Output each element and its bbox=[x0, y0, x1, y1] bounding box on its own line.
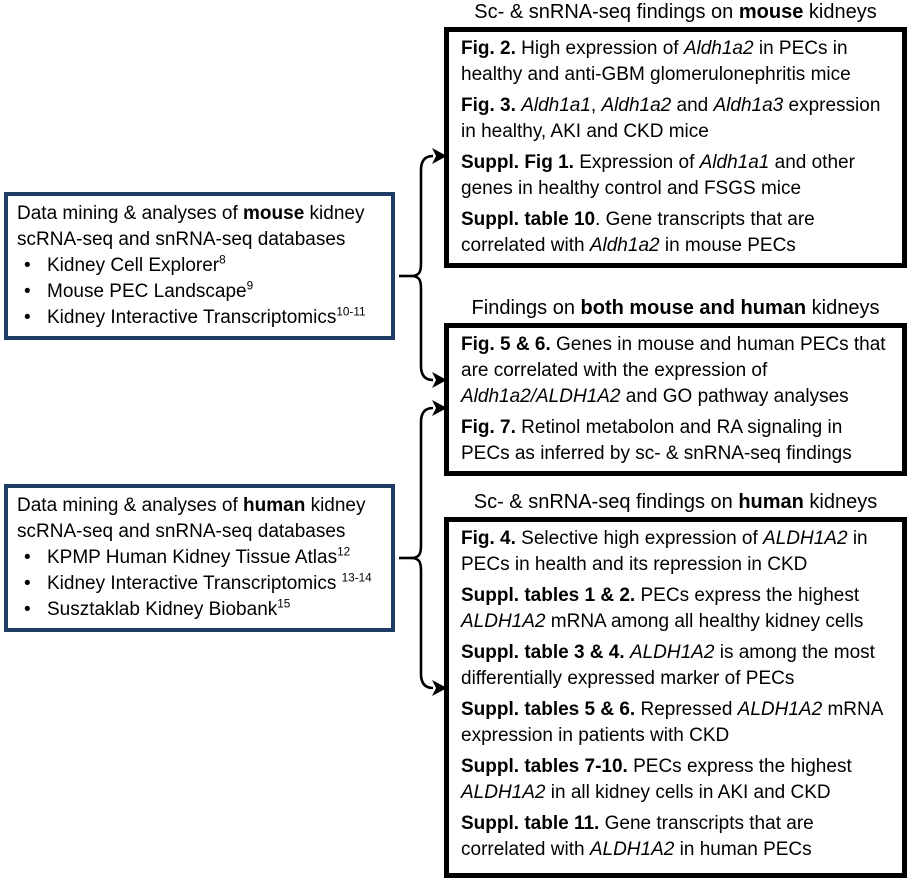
section-header: Findings on both mouse and human kidneys bbox=[471, 297, 880, 319]
arrow-mouse-to-both-findings bbox=[411, 276, 433, 380]
bullet-icon: • bbox=[24, 281, 31, 302]
database-name: Kidney Interactive Transcriptomics$^{10-11}$ bbox=[47, 305, 366, 328]
bullet-icon: • bbox=[24, 599, 31, 620]
database-name: Kidney Interactive Transcriptomics $^{13-14}$ bbox=[47, 571, 372, 594]
finding-entry: Suppl. table 11. Gene transcripts that are correlated with ALDH1A2 in human PECs bbox=[461, 813, 814, 860]
box-mouse-findings bbox=[444, 27, 907, 268]
list-item bbox=[17, 571, 383, 597]
list-item bbox=[17, 279, 383, 305]
arrow-mouse-to-mouse-findings bbox=[411, 156, 433, 276]
database-name: KPMP Human Kidney Tissue Atlas$^{12}$ bbox=[47, 545, 351, 568]
bullet-icon: • bbox=[24, 573, 31, 594]
bullet-icon: • bbox=[24, 547, 31, 568]
section-header: Sc- & snRNA-seq findings on human kidneys bbox=[473, 491, 878, 513]
box-mouse-databases-title: Data mining & analyses of mouse kidney scRNA-seq and snRNA-seq databases bbox=[17, 203, 365, 250]
database-name: Kidney Cell Explorer$^8$ bbox=[47, 253, 226, 276]
section-header: Sc- & snRNA-seq findings on mouse kidneys bbox=[474, 1, 877, 23]
list-item bbox=[17, 545, 383, 571]
box-mouse-databases bbox=[4, 192, 395, 340]
database-name: Mouse PEC Landscape$^9$ bbox=[47, 279, 254, 302]
arrow-human-to-both-findings bbox=[411, 408, 433, 558]
box-human-databases-title: Data mining & analyses of human kidney scRNA-seq and snRNA-seq databases bbox=[17, 495, 366, 542]
arrow-human-to-human-findings bbox=[411, 558, 433, 688]
section-mouse-findings bbox=[444, 0, 907, 268]
finding-entry: Suppl. table 3 & 4. ALDH1A2 is among the most differentially expressed marker of PECs bbox=[461, 642, 875, 689]
list-item bbox=[17, 597, 383, 623]
bullet-icon: • bbox=[24, 255, 31, 276]
section-both-findings bbox=[444, 296, 907, 476]
database-name: Susztaklab Kidney Biobank$^{15}$ bbox=[47, 597, 291, 620]
list-item bbox=[17, 305, 383, 331]
box-human-findings bbox=[444, 517, 907, 878]
finding-entry: Suppl. Fig 1. Expression of Aldh1a1 and other genes in healthy control and FSGS mice bbox=[461, 152, 855, 199]
finding-entry: Suppl. tables 5 & 6. Repressed ALDH1A2 mRNA expression in patients with CKD bbox=[461, 699, 883, 746]
box-both-findings bbox=[444, 323, 907, 476]
finding-entry: Suppl. tables 1 & 2. PECs express the highest ALDH1A2 mRNA among all healthy kidney cells bbox=[461, 585, 864, 632]
list-item bbox=[17, 253, 383, 279]
finding-entry: Fig. 7. Retinol metabolon and RA signaling in PECs as inferred by sc- & snRNA-seq findings bbox=[461, 417, 852, 464]
box-human-databases bbox=[4, 484, 395, 632]
finding-entry: Fig. 2. High expression of Aldh1a2 in PECs in healthy and anti-GBM glomerulonephritis mice bbox=[461, 38, 851, 85]
finding-entry: Fig. 4. Selective high expression of ALDH1A2 in PECs in health and its repression in CKD bbox=[461, 528, 868, 575]
finding-entry: Suppl. table 10. Gene transcripts that are correlated with Aldh1a2 in mouse PECs bbox=[461, 209, 815, 256]
bullet-icon: • bbox=[24, 307, 31, 328]
finding-entry: Suppl. tables 7-10. PECs express the highest ALDH1A2 in all kidney cells in AKI and CKD bbox=[461, 756, 852, 803]
section-human-findings bbox=[444, 490, 907, 878]
finding-entry: Fig. 3. Aldh1a1, Aldh1a2 and Aldh1a3 expression in healthy, AKI and CKD mice bbox=[461, 95, 881, 142]
finding-entry: Fig. 5 & 6. Genes in mouse and human PECs that are correlated with the expression of Aldh1a2/ALDH1A2 and GO pathway analyses bbox=[461, 334, 886, 407]
